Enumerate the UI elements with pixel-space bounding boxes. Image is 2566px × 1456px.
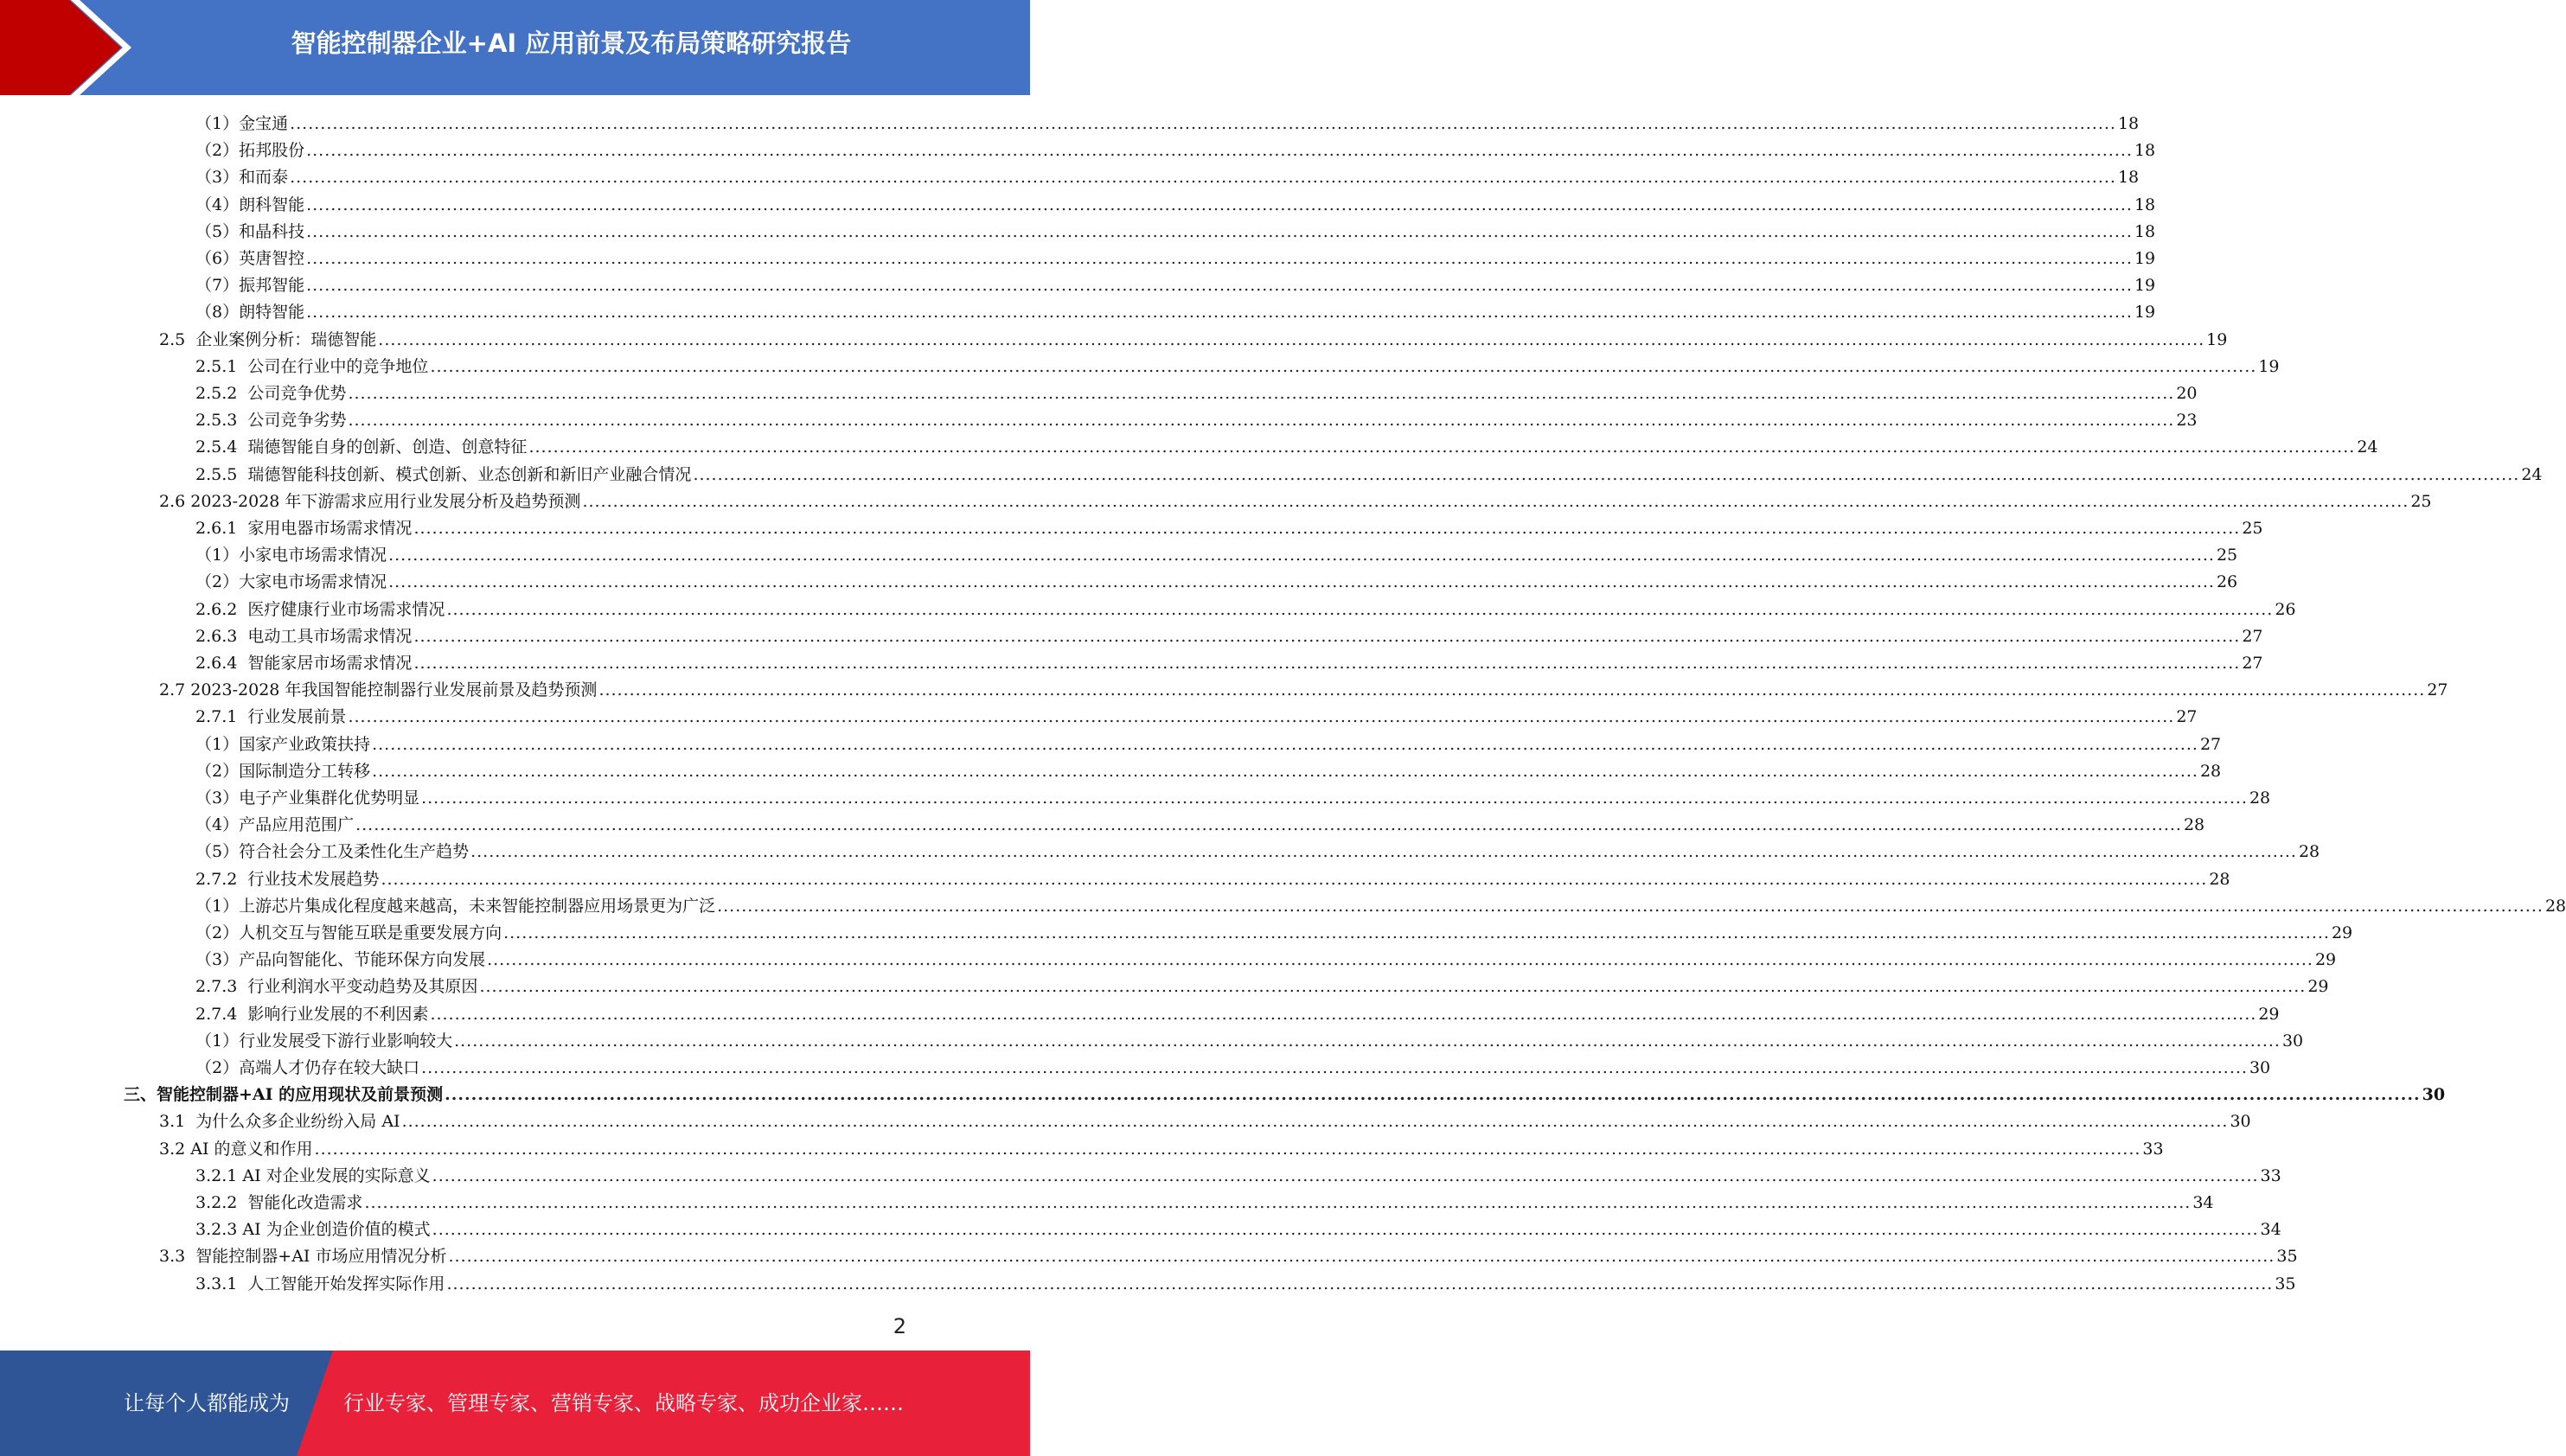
toc-entry-page: 20: [2176, 384, 2198, 403]
toc-entry-page: 18: [2117, 114, 2140, 133]
toc-entry-title: 2.6.2 医疗健康行业市场需求情况: [195, 599, 445, 619]
toc-leader-dots: ............................................................................................................................................................................................................................................................................................................: [413, 626, 2241, 646]
toc-entry[interactable]: [195, 1055, 2271, 1082]
toc-entry-page: 28: [2183, 815, 2205, 835]
toc-entry[interactable]: [195, 812, 2205, 839]
toc-entry-page: 27: [2427, 680, 2448, 700]
toc-entry[interactable]: [195, 354, 2280, 380]
toc-entry-title: （1）国家产业政策扶持: [195, 734, 371, 754]
toc-entry-page: 28: [2199, 761, 2222, 781]
toc-entry[interactable]: [195, 866, 2230, 893]
toc-entry-title: 3.2.2 智能化改造需求: [195, 1193, 363, 1212]
toc-leader-dots: ............................................................................................................................................................................................................................................................................................................: [355, 815, 2182, 835]
toc-entry-title: （2）国际制造分工转移: [195, 761, 371, 781]
toc-entry-page: 35: [2276, 1247, 2298, 1267]
toc-leader-dots: ............................................................................................................................................................................................................................................................................................................: [448, 1247, 2275, 1267]
toc-entry-title: 3.2.1 AI 对企业发展的实际意义: [195, 1165, 431, 1185]
toc-leader-dots: ............................................................................................................................................................................................................................................................................................................: [388, 546, 2215, 565]
toc-leader-dots: ............................................................................................................................................................................................................................................................................................................: [401, 1112, 2229, 1132]
toc-leader-dots: ............................................................................................................................................................................................................................................................................................................: [348, 411, 2175, 431]
toc-entry-page: 27: [2242, 654, 2263, 673]
toc-entry-title: 2.7.4 影响行业发展的不利因素: [195, 1004, 429, 1024]
toc-entry-page: 18: [2134, 195, 2156, 214]
toc-leader-dots: ............................................................................................................................................................................................................................................................................................................: [528, 437, 2356, 457]
toc-leader-dots: ............................................................................................................................................................................................................................................................................................................: [306, 221, 2133, 241]
toc-entry[interactable]: [195, 650, 2263, 677]
toc-entry-page: 19: [2134, 249, 2156, 268]
toc-entry[interactable]: [195, 515, 2263, 542]
toc-entry-page: 19: [2134, 303, 2156, 322]
toc-entry[interactable]: [195, 758, 2222, 785]
toc-entry[interactable]: [195, 380, 2198, 407]
toc-entry-title: 2.5.2 公司竞争优势: [195, 384, 347, 403]
toc-entry-page: 26: [2275, 599, 2296, 619]
toc-entry-title: 2.6 2023-2028 年下游需求应用行业发展分析及趋势预测: [159, 491, 581, 511]
toc-entry-title: 2.6.1 家用电器市场需求情况: [195, 519, 413, 538]
toc-leader-dots: ............................................................................................................................................................................................................................................................................................................: [388, 572, 2215, 592]
toc-leader-dots: ............................................................................................................................................................................................................................................................................................................: [479, 977, 2307, 997]
toc-entry-page: 25: [2242, 519, 2263, 538]
toc-entry[interactable]: [195, 434, 2378, 461]
toc-entry-title: 2.7.2 行业技术发展趋势: [195, 869, 380, 889]
toc-entry-page: 26: [2216, 572, 2238, 592]
toc-entry[interactable]: [159, 489, 2432, 515]
toc-entry[interactable]: [195, 1190, 2214, 1217]
toc-entry-title: （2）大家电市场需求情况: [195, 572, 387, 592]
toc-entry-page: 28: [2249, 789, 2271, 808]
toc-leader-dots: ............................................................................................................................................................................................................................................................................................................: [693, 464, 2520, 484]
toc-entry-title: 3.3.1 人工智能开始发挥实际作用: [195, 1274, 445, 1293]
toc-leader-dots: ............................................................................................................................................................................................................................................................................................................: [582, 491, 2409, 511]
toc-entry[interactable]: [195, 272, 2156, 299]
toc-entry-page: 27: [2242, 626, 2263, 646]
toc-leader-dots: ............................................................................................................................................................................................................................................................................................................: [446, 1274, 2274, 1293]
toc-entry[interactable]: [195, 246, 2156, 272]
toc-leader-dots: ............................................................................................................................................................................................................................................................................................................: [487, 950, 2313, 970]
toc-entry[interactable]: [195, 704, 2198, 731]
toc-entry-title: （1）上游芯片集成化程度越来越高，未来智能控制器应用场景更为广泛: [195, 896, 716, 916]
page-header: [0, 0, 1030, 95]
toc-entry-page: 25: [2216, 546, 2238, 565]
toc-entry-page: 28: [2209, 869, 2230, 889]
toc-leader-dots: ............................................................................................................................................................................................................................................................................................................: [446, 599, 2274, 619]
toc-entry-page: 34: [2260, 1220, 2281, 1240]
toc-entry[interactable]: [195, 839, 2320, 865]
toc-entry[interactable]: [195, 299, 2156, 326]
toc-entry-title: 2.5 企业案例分析：瑞德智能: [159, 329, 377, 349]
toc-entry-page: 29: [2258, 1004, 2280, 1024]
toc-entry-title: （3）电子产业集群化优势明显: [195, 789, 420, 808]
toc-leader-dots: ............................................................................................................................................................................................................................................................................................................: [445, 1085, 2421, 1105]
toc-entry-title: 2.5.4 瑞德智能自身的创新、创造、创意特征: [195, 437, 528, 457]
footer-slogan-left: 让每个人都能成为: [124, 1391, 290, 1415]
toc-entry[interactable]: [195, 920, 2353, 947]
toc-entry-page: 33: [2260, 1165, 2281, 1185]
toc-entry[interactable]: [195, 785, 2271, 812]
toc-entry[interactable]: [195, 542, 2238, 569]
toc-entry-title: 2.5.1 公司在行业中的竞争地位: [195, 356, 429, 376]
toc-entry[interactable]: [195, 1001, 2280, 1028]
toc-leader-dots: ............................................................................................................................................................................................................................................................................................................: [503, 923, 2330, 942]
toc-entry-title: （3）和而泰: [195, 168, 289, 188]
toc-leader-dots: ............................................................................................................................................................................................................................................................................................................: [470, 842, 2297, 862]
toc-entry[interactable]: [195, 164, 2140, 191]
toc-leader-dots: ............................................................................................................................................................................................................................................................................................................: [306, 303, 2133, 322]
toc-entry[interactable]: [195, 597, 2296, 623]
toc-entry-title: 3.2 AI 的意义和作用: [159, 1139, 313, 1159]
toc-entry-title: （4）产品应用范围广: [195, 815, 355, 835]
toc-entry-title: （2）高端人才仍存在较大缺口: [195, 1058, 420, 1077]
toc-entry[interactable]: [195, 893, 2566, 920]
toc-entry-page: 34: [2192, 1193, 2214, 1212]
toc-entry[interactable]: [159, 327, 2228, 354]
page-number: 2: [893, 1314, 906, 1338]
toc-entry-page: 28: [2298, 842, 2320, 862]
toc-leader-dots: ............................................................................................................................................................................................................................................................................................................: [306, 195, 2133, 214]
toc-entry-title: （1）小家电市场需求情况: [195, 546, 387, 565]
toc-leader-dots: ............................................................................................................................................................................................................................................................................................................: [372, 761, 2198, 781]
toc-leader-dots: ............................................................................................................................................................................................................................................................................................................: [413, 654, 2241, 673]
toc-entry-page: 18: [2134, 221, 2156, 241]
toc-leader-dots: ............................................................................................................................................................................................................................................................................................................: [421, 1058, 2248, 1077]
toc-entry[interactable]: [195, 1271, 2296, 1298]
toc-entry-title: （3）产品向智能化、节能环保方向发展: [195, 950, 486, 970]
report-title: 智能控制器企业+AI 应用前景及布局策略研究报告: [291, 29, 852, 58]
toc-entry[interactable]: [195, 731, 2222, 758]
toc-entry-page: 30: [2249, 1058, 2271, 1077]
toc-entry[interactable]: [195, 192, 2156, 219]
toc-entry-page: 29: [2314, 950, 2337, 970]
toc-entry-title: 3.3 智能控制器+AI 市场应用情况分析: [159, 1247, 447, 1267]
toc-leader-dots: ............................................................................................................................................................................................................................................................................................................: [432, 1165, 2259, 1185]
toc-entry[interactable]: [195, 569, 2238, 596]
toc-entry-title: （5）符合社会分工及柔性化生产趋势: [195, 842, 470, 862]
toc-leader-dots: ............................................................................................................................................................................................................................................................................................................: [348, 384, 2175, 403]
toc-entry-page: 23: [2176, 411, 2198, 431]
toc-entry[interactable]: [195, 1028, 2304, 1055]
toc-leader-dots: ............................................................................................................................................................................................................................................................................................................: [430, 356, 2257, 376]
toc-leader-dots: ............................................................................................................................................................................................................................................................................................................: [290, 114, 2116, 133]
toc-leader-dots: ............................................................................................................................................................................................................................................................................................................: [598, 680, 2426, 700]
toc-entry-title: （2）人机交互与智能互联是重要发展方向: [195, 923, 502, 942]
toc-entry-page: 24: [2521, 464, 2543, 484]
toc-leader-dots: ............................................................................................................................................................................................................................................................................................................: [348, 707, 2175, 727]
toc-entry[interactable]: [195, 974, 2329, 1000]
toc-entry[interactable]: [195, 1163, 2281, 1190]
toc-entry[interactable]: [195, 407, 2198, 434]
toc-leader-dots: ............................................................................................................................................................................................................................................................................................................: [381, 869, 2208, 889]
toc-leader-dots: ............................................................................................................................................................................................................................................................................................................: [364, 1193, 2192, 1212]
toc-entry-page: 30: [2422, 1085, 2446, 1105]
toc-entry-title: 2.6.3 电动工具市场需求情况: [195, 626, 413, 646]
toc-entry[interactable]: [124, 1082, 2446, 1108]
toc-leader-dots: ............................................................................................................................................................................................................................................................................................................: [432, 1220, 2259, 1240]
toc-leader-dots: ............................................................................................................................................................................................................................................................................................................: [306, 249, 2133, 268]
toc-leader-dots: ............................................................................................................................................................................................................................................................................................................: [421, 789, 2248, 808]
toc-entry[interactable]: [195, 623, 2263, 650]
toc-entry-page: 29: [2307, 977, 2329, 997]
toc-entry-title: （8）朗特智能: [195, 303, 305, 322]
toc-entry-page: 28: [2544, 896, 2566, 916]
toc-entry-title: （1）行业发展受下游行业影响较大: [195, 1031, 453, 1050]
toc-entry-page: 30: [2281, 1031, 2304, 1050]
toc-leader-dots: ............................................................................................................................................................................................................................................................................................................: [290, 168, 2116, 188]
toc-entry-title: 3.1 为什么众多企业纷纷入局 AI: [159, 1112, 400, 1132]
toc-leader-dots: ............................................................................................................................................................................................................................................................................................................: [413, 519, 2241, 538]
toc-entry-page: 18: [2117, 168, 2140, 188]
toc-leader-dots: ............................................................................................................................................................................................................................................................................................................: [430, 1004, 2257, 1024]
toc-leader-dots: ............................................................................................................................................................................................................................................................................................................: [314, 1139, 2141, 1159]
toc-entry-title: （2）拓邦股份: [195, 141, 305, 161]
toc-leader-dots: ............................................................................................................................................................................................................................................................................................................: [372, 734, 2198, 754]
toc-entry-page: 27: [2176, 707, 2198, 727]
toc-entry-page: 35: [2275, 1274, 2296, 1293]
toc-leader-dots: ............................................................................................................................................................................................................................................................................................................: [306, 276, 2133, 296]
toc-entry[interactable]: [159, 1108, 2251, 1135]
toc-entry-page: 27: [2199, 734, 2222, 754]
toc-entry-page: 25: [2410, 491, 2432, 511]
toc-entry[interactable]: [195, 219, 2156, 246]
toc-entry[interactable]: [159, 1243, 2298, 1270]
toc-entry-title: 2.5.5 瑞德智能科技创新、模式创新、业态创新和新旧产业融合情况: [195, 464, 692, 484]
toc-entry-title: 3.2.3 AI 为企业创造价值的模式: [195, 1220, 431, 1240]
toc-entry-title: （1）金宝通: [195, 114, 289, 133]
toc-entry-page: 19: [2258, 356, 2280, 376]
toc-entry-title: 2.7.3 行业利润水平变动趋势及其原因: [195, 977, 478, 997]
toc-entry-page: 19: [2134, 276, 2156, 296]
toc-entry[interactable]: [159, 677, 2448, 704]
toc-entry-page: 29: [2331, 923, 2353, 942]
toc-entry[interactable]: [195, 111, 2140, 137]
toc-leader-dots: ............................................................................................................................................................................................................................................................................................................: [717, 896, 2544, 916]
toc-entry-page: 33: [2142, 1139, 2164, 1159]
toc-entry-page: 18: [2134, 141, 2156, 161]
page-footer: [0, 1351, 1030, 1456]
toc-entry-title: （5）和晶科技: [195, 221, 305, 241]
toc-entry-title: （7）振邦智能: [195, 276, 305, 296]
toc-entry-page: 19: [2206, 329, 2228, 349]
toc-leader-dots: ............................................................................................................................................................................................................................................................................................................: [306, 141, 2133, 161]
toc-entry-title: （6）英唐智控: [195, 249, 305, 268]
toc-leader-dots: ............................................................................................................................................................................................................................................................................................................: [378, 329, 2205, 349]
toc-entry-title: 2.7 2023-2028 年我国智能控制器行业发展前景及趋势预测: [159, 680, 598, 700]
footer-slogan-right: 行业专家、管理专家、营销专家、战略专家、成功企业家……: [343, 1391, 904, 1415]
toc-leader-dots: ............................................................................................................................................................................................................................................................................................................: [454, 1031, 2281, 1050]
toc-entry-title: 三、智能控制器+AI 的应用现状及前景预测: [124, 1085, 444, 1105]
toc-entry-title: 2.6.4 智能家居市场需求情况: [195, 654, 413, 673]
toc-entry-page: 30: [2230, 1112, 2251, 1132]
toc-entry[interactable]: [195, 462, 2543, 489]
toc-entry-title: 2.7.1 行业发展前景: [195, 707, 347, 727]
toc-entry-title: 2.5.3 公司竞争劣势: [195, 411, 347, 431]
toc-entry[interactable]: [195, 1217, 2281, 1243]
toc-entry[interactable]: [195, 947, 2337, 974]
toc-entry-page: 24: [2357, 437, 2378, 457]
toc-entry[interactable]: [195, 137, 2156, 164]
toc-entry-title: （4）朗科智能: [195, 195, 305, 214]
toc-entry[interactable]: [159, 1136, 2164, 1163]
